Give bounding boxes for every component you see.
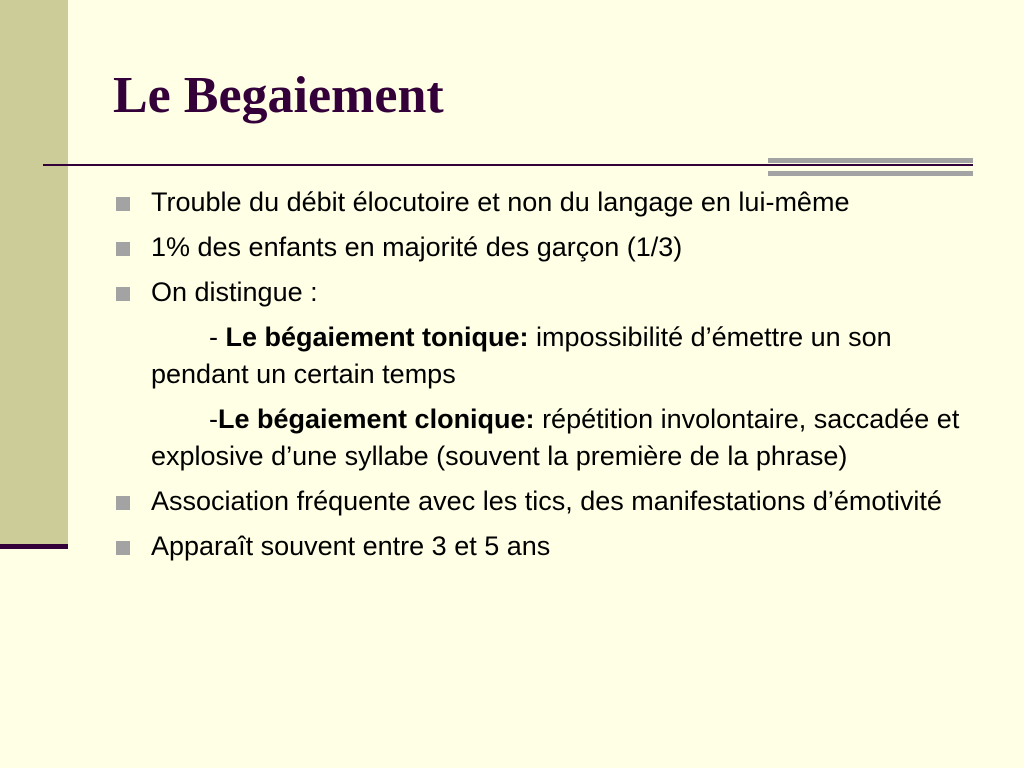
subpoint-term: Le bégaiement clonique: <box>218 404 535 434</box>
bullet-text: 1% des enfants en majorité des garçon (1/3) <box>151 232 683 262</box>
subpoint-clonique <box>112 401 972 475</box>
slide-title: Le Begaiement <box>113 67 444 124</box>
bullet-text: Trouble du débit élocutoire et non du langage en lui-même <box>151 187 850 217</box>
square-bullet-icon <box>116 496 130 510</box>
bullet-item <box>112 483 972 520</box>
title-accent-bar <box>768 158 973 178</box>
accent-stripe <box>768 158 973 163</box>
square-bullet-icon <box>116 287 130 301</box>
subpoint-dash: - <box>209 404 218 434</box>
bullet-text: On distingue : <box>151 277 318 307</box>
subpoint-tonique <box>112 319 972 393</box>
bullet-item <box>112 229 972 266</box>
subpoint-description: répétition involontaire, saccadée et explosive d’une syllabe (souvent la première de la phrase) <box>151 404 960 471</box>
bullet-item <box>112 184 972 221</box>
bullet-text: Association fréquente avec les tics, des manifestations d’émotivité <box>151 486 942 516</box>
left-band-accent-line <box>0 544 68 549</box>
square-bullet-icon <box>116 242 130 256</box>
subpoint-dash: - <box>209 322 226 352</box>
bullet-item <box>112 274 972 311</box>
subpoint-term: Le bégaiement tonique: <box>225 322 529 352</box>
accent-stripe <box>768 171 973 176</box>
left-decorative-band <box>0 0 68 544</box>
bullet-text: Apparaît souvent entre 3 et 5 ans <box>151 531 551 561</box>
bullet-item <box>112 528 972 565</box>
subpoint-description: impossibilité d’émettre un son pendant un certain temps <box>151 322 892 389</box>
square-bullet-icon <box>116 197 130 211</box>
bullet-list <box>112 184 972 565</box>
square-bullet-icon <box>116 541 130 555</box>
